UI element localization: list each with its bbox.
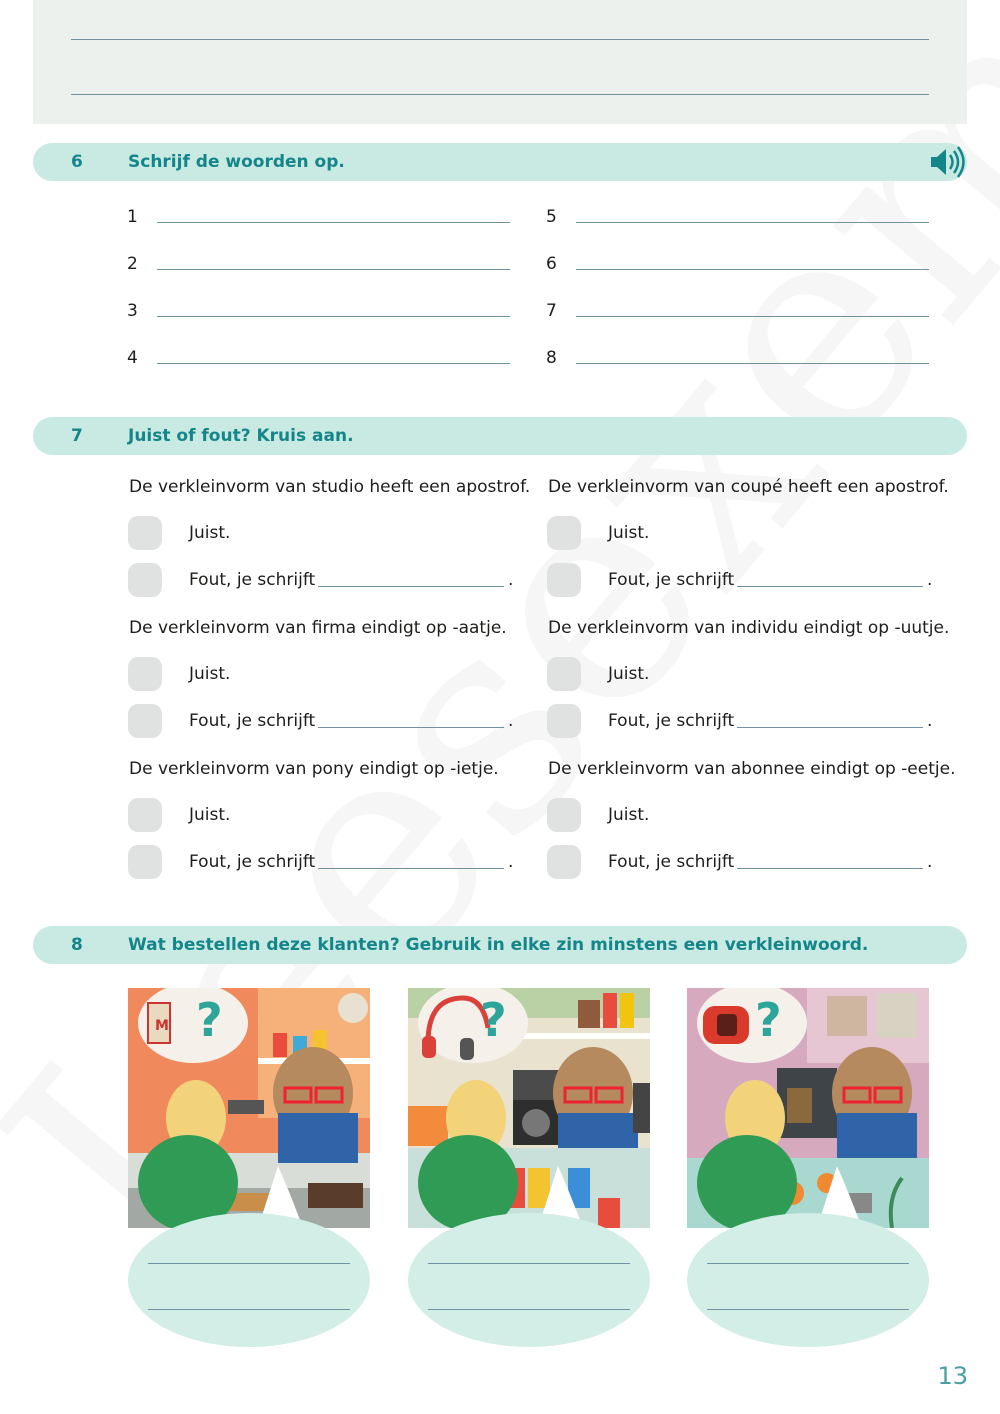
question-text: De verkleinvorm van individu eindigt op -uutje. <box>548 618 950 638</box>
answer-line[interactable] <box>318 586 504 587</box>
checkbox-wrong[interactable] <box>128 704 162 738</box>
writing-line[interactable] <box>71 39 929 40</box>
exercise-number: 8 <box>71 935 83 955</box>
svg-text:?: ? <box>196 993 223 1047</box>
item-number: 2 <box>127 254 138 274</box>
item-number: 1 <box>127 207 138 227</box>
question-text: De verkleinvorm van pony eindigt op -ietje. <box>129 759 499 779</box>
speech-bubble <box>408 1213 650 1347</box>
period: . <box>927 570 933 590</box>
period: . <box>508 852 514 872</box>
option-wrong-label: Fout, je schrijft <box>608 852 735 872</box>
svg-text:?: ? <box>480 993 507 1047</box>
exercise-title: Schrijf de woorden op. <box>128 152 345 172</box>
svg-text:M: M <box>155 1018 169 1034</box>
item-number: 5 <box>546 207 557 227</box>
item-number: 8 <box>546 348 557 368</box>
writing-line[interactable] <box>576 222 929 223</box>
answer-box <box>33 0 967 124</box>
writing-line[interactable] <box>707 1263 909 1264</box>
option-correct-label: Juist. <box>608 523 650 543</box>
writing-line[interactable] <box>157 316 510 317</box>
exercise-number: 6 <box>71 152 83 172</box>
exercise-title: Juist of fout? Kruis aan. <box>128 426 354 446</box>
item-number: 6 <box>546 254 557 274</box>
shop-illustration-pet-carrier <box>687 988 929 1228</box>
checkbox-wrong[interactable] <box>547 563 581 597</box>
checkbox-wrong[interactable] <box>128 563 162 597</box>
option-wrong-label: Fout, je schrijft <box>608 711 735 731</box>
question-text: De verkleinvorm van firma eindigt op -aatje. <box>129 618 507 638</box>
answer-line[interactable] <box>737 868 923 869</box>
checkbox-correct[interactable] <box>128 516 162 550</box>
option-correct-label: Juist. <box>608 664 650 684</box>
answer-line[interactable] <box>318 868 504 869</box>
item-number: 3 <box>127 301 138 321</box>
item-number: 7 <box>546 301 557 321</box>
question-text: De verkleinvorm van coupé heeft een apostrof. <box>548 477 949 497</box>
writing-line[interactable] <box>148 1263 350 1264</box>
item-number: 4 <box>127 348 138 368</box>
period: . <box>927 711 933 731</box>
shop-illustration-milk <box>128 988 370 1228</box>
writing-line[interactable] <box>148 1309 350 1310</box>
answer-line[interactable] <box>737 727 923 728</box>
writing-line[interactable] <box>71 94 929 95</box>
answer-line[interactable] <box>737 586 923 587</box>
writing-line[interactable] <box>576 316 929 317</box>
checkbox-correct[interactable] <box>547 657 581 691</box>
exercise-title: Wat bestellen deze klanten? Gebruik in elke zin minstens een verkleinwoord. <box>128 935 869 955</box>
period: . <box>927 852 933 872</box>
checkbox-correct[interactable] <box>547 516 581 550</box>
checkbox-correct[interactable] <box>128 798 162 832</box>
exercise-7-header <box>33 417 967 455</box>
writing-line[interactable] <box>428 1309 630 1310</box>
checkbox-correct[interactable] <box>547 798 581 832</box>
writing-line[interactable] <box>428 1263 630 1264</box>
option-correct-label: Juist. <box>608 805 650 825</box>
exercise-number: 7 <box>71 426 83 446</box>
option-wrong-label: Fout, je schrijft <box>189 570 316 590</box>
checkbox-wrong[interactable] <box>547 845 581 879</box>
shop-illustration-headphones <box>408 988 650 1228</box>
exercise-8-header <box>33 926 967 964</box>
speech-bubble <box>687 1213 929 1347</box>
answer-line[interactable] <box>318 727 504 728</box>
checkbox-wrong[interactable] <box>547 704 581 738</box>
question-text: De verkleinvorm van studio heeft een apostrof. <box>129 477 531 497</box>
option-correct-label: Juist. <box>189 523 231 543</box>
checkbox-wrong[interactable] <box>128 845 162 879</box>
writing-line[interactable] <box>576 363 929 364</box>
writing-line[interactable] <box>576 269 929 270</box>
option-wrong-label: Fout, je schrijft <box>189 852 316 872</box>
exercise-6-header <box>33 143 967 181</box>
option-correct-label: Juist. <box>189 664 231 684</box>
question-text: De verkleinvorm van abonnee eindigt op -eetje. <box>548 759 956 779</box>
writing-line[interactable] <box>157 363 510 364</box>
speech-bubble <box>128 1213 370 1347</box>
page-number: 13 <box>937 1362 968 1390</box>
period: . <box>508 711 514 731</box>
option-correct-label: Juist. <box>189 805 231 825</box>
speaker-icon[interactable] <box>927 143 967 181</box>
writing-line[interactable] <box>157 222 510 223</box>
svg-text:?: ? <box>755 993 782 1047</box>
option-wrong-label: Fout, je schrijft <box>189 711 316 731</box>
period: . <box>508 570 514 590</box>
option-wrong-label: Fout, je schrijft <box>608 570 735 590</box>
writing-line[interactable] <box>707 1309 909 1310</box>
writing-line[interactable] <box>157 269 510 270</box>
checkbox-correct[interactable] <box>128 657 162 691</box>
